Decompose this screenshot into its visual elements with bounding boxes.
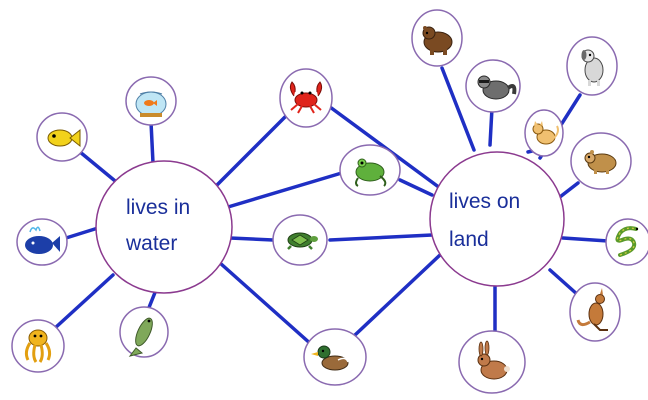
edge-water-octopus — [55, 275, 113, 328]
crab-node — [280, 69, 332, 127]
water-hub-line1: lives in — [126, 196, 191, 219]
fishbowl-node — [126, 77, 176, 125]
fishbowl-icon — [136, 92, 166, 117]
water-hub-line2: water — [126, 232, 178, 255]
rabbit-node — [459, 331, 525, 393]
hamster-node — [571, 133, 631, 189]
raccoon-node — [466, 60, 520, 112]
edge-land-frog — [400, 180, 432, 195]
trout-node — [120, 307, 168, 357]
land-hub-line2: land — [449, 228, 489, 251]
edge-land-turtle — [330, 235, 432, 240]
turtle-node — [273, 215, 327, 265]
dog-node — [567, 37, 617, 95]
land-hub-line1: lives on — [449, 190, 521, 213]
frog-node — [340, 145, 400, 195]
edge-water-frog — [228, 172, 345, 207]
octopus-node — [12, 320, 64, 372]
water-hub — [96, 161, 232, 293]
edge-land-raccoon — [490, 108, 492, 145]
duck-node — [304, 329, 366, 385]
edge-water-turtle — [230, 238, 273, 240]
bear-node — [412, 10, 462, 66]
edge-water-crab — [214, 114, 288, 188]
edge-water-duck — [220, 263, 312, 345]
edge-land-kangaroo — [550, 270, 578, 295]
whale-node — [17, 219, 67, 265]
cat-node — [525, 110, 563, 156]
snake-node — [606, 219, 648, 265]
edge-water-fish — [80, 152, 120, 185]
edge-water-fishbowl — [151, 122, 153, 163]
edge-land-duck — [355, 255, 440, 335]
fish-node — [37, 113, 87, 161]
edge-water-whale — [66, 228, 98, 238]
kangaroo-node — [570, 283, 620, 341]
land-hub — [430, 152, 564, 286]
edge-land-snake — [563, 238, 608, 241]
